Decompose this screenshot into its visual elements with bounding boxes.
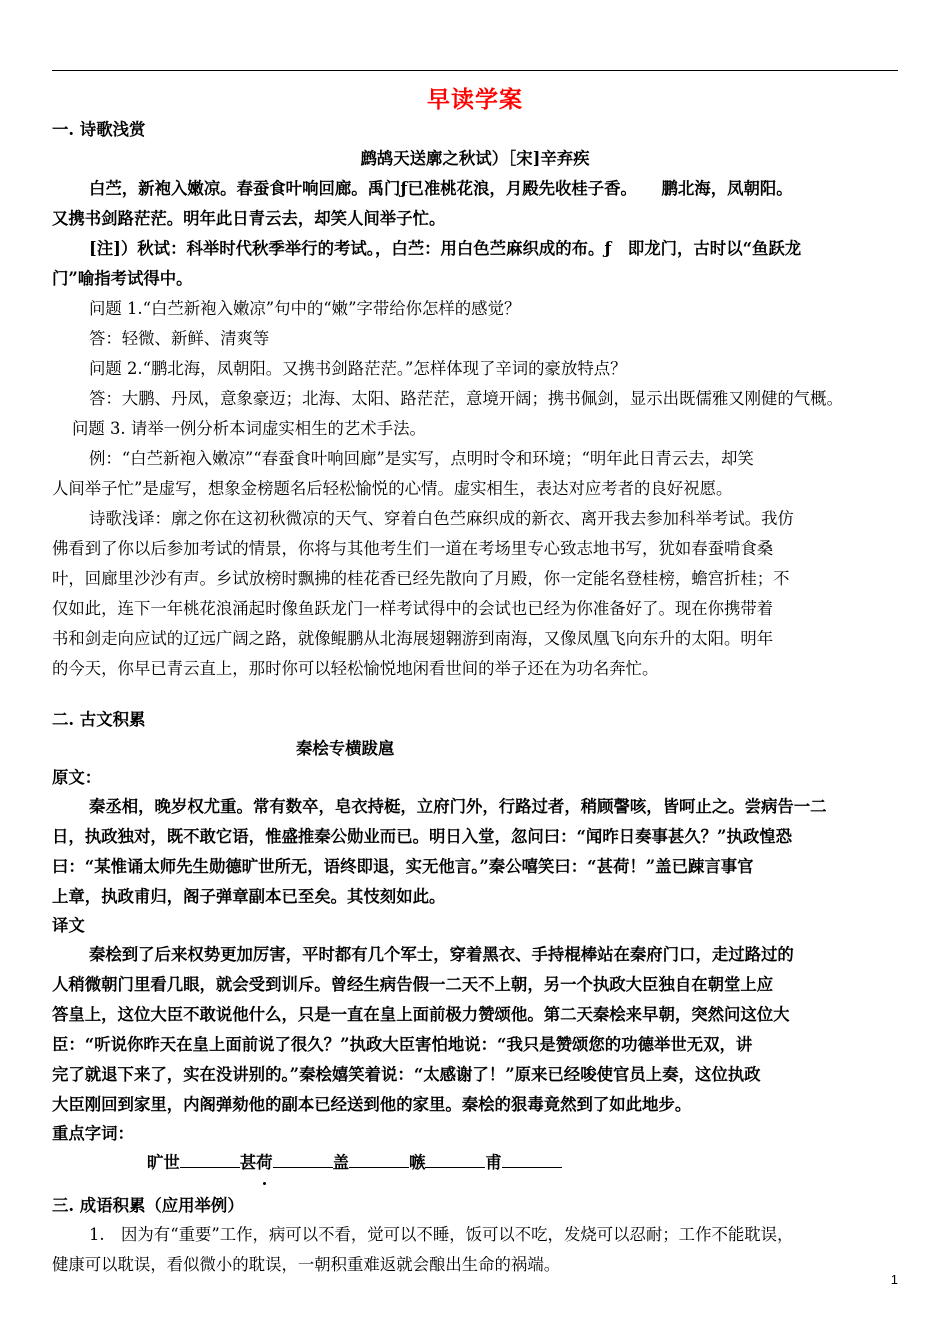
answer-2: 答：大鹏、丹凤，意象豪迈；北海、太阳、路茫茫，意境开阔；携书佩剑，显示出既儒雅又刚健的气概。 — [89, 389, 843, 408]
poem-line: 白苎，新袍入嫩凉。春蚕食叶响回廊。禹门ƒ已准桃花浪，月殿先收桂子香。 鹏北海，凤朝阳。 — [89, 179, 793, 198]
fill-blank — [180, 1151, 240, 1168]
keyword: 嗾 — [408, 1153, 426, 1172]
poem-line: 又携书剑路茫茫。明年此日青云去，却笑人间举子忙。 — [52, 209, 446, 228]
example-line: 例：“白苎新袍入嫩凉”“春蚕食叶响回廊”是实写，点明时令和环境；“明年此日青云去，却笑 — [89, 449, 754, 468]
paraphrase-line: 仅如此，连下一年桃花浪涌起时像鱼跃龙门一样考试得中的会试也已经为你准备好了。现在你携带着 — [52, 599, 774, 618]
question-3: 问题 3. 请举一例分析本词虚实相生的艺术手法。 — [72, 419, 426, 438]
page-number: 1 — [890, 1272, 898, 1287]
translation-label: 译文 — [52, 916, 85, 935]
keyword: 旷世 — [147, 1153, 180, 1172]
idiom-example-line: 1. 因为有“重要”工作，病可以不看，觉可以不睡，饭可以不吃，发烧可以忍耐；工作不能耽误， — [89, 1225, 794, 1244]
poem-title: 鹧鸪天送廓之秋试）［宋]辛弃疾 — [360, 149, 590, 168]
translation-line: 人稍微朝门里看几眼，就会受到训斥。曾经生病告假一二天不上朝，另一个执政大臣独自在朝堂上应 — [52, 975, 774, 994]
poem-note: [注]）秋试：科举时代秋季举行的考试。，白苎：用白色苎麻织成的布。ƒ 即龙门，古时以“鱼跃龙 — [89, 239, 802, 258]
keyword: 盖 — [332, 1153, 349, 1172]
paraphrase-line: 诗歌浅译：廓之你在这初秋微凉的天气、穿着白色苎麻织成的新衣、离开我去参加科举考试。我仿 — [89, 509, 794, 528]
paraphrase-line: 的今天，你早已青云直上，那时你可以轻松愉悦地闲看世间的举子还在为功名奔忙。 — [52, 659, 659, 678]
question-2: 问题 2.“鹏北海，凤朝阳。又携书剑路茫茫。”怎样体现了辛词的豪放特点？ — [89, 359, 627, 378]
answer-1: 答：轻微、新鲜、清爽等 — [89, 329, 270, 348]
translation-line: 完了就退下来了，实在没讲别的。”秦桧嬉笑着说：“太感谢了！”原来已经唆使官员上奏，这位执政 — [52, 1065, 761, 1084]
question-1: 问题 1.“白苎新袍入嫩凉”句中的“嫩”字带给你怎样的感觉？ — [89, 299, 521, 318]
paraphrase-line: 书和剑走向应试的辽远广阔之路，就像鲲鹏从北海展翅翱游到南海，又像凤凰飞向东升的太阳。明年 — [52, 629, 774, 648]
translation-line: 大臣刚回到家里，内阁弹劾他的副本已经送到他的家里。秦桧的狠毒竟然到了如此地步。 — [52, 1095, 692, 1114]
fill-blank — [273, 1151, 333, 1168]
section-1-heading: 一. 诗歌浅赏 — [52, 120, 146, 139]
top-rule — [52, 70, 898, 71]
document-body — [52, 116, 898, 1280]
original-line: 秦丞相，晚岁权尤重。常有数卒，皂衣持梃，立府门外，行路过者，稍顾謦咳，皆呵止之。尝病告一二 — [89, 797, 827, 816]
fill-blank — [425, 1151, 485, 1168]
poem-note: 门”喻指考试得中。 — [52, 269, 193, 288]
paraphrase-line: 叶，回廊里沙沙有声。乡试放榜时飘拂的桂花香已经先散向了月殿，你一定能名登桂榜，蟾宫折桂；不 — [52, 569, 790, 588]
paraphrase-line: 佛看到了你以后参加考试的情景，你将与其他考生们一道在考场里专心致志地书写，犹如春蚕啃食桑 — [52, 539, 774, 558]
section-2-heading: 二. 古文积累 — [52, 710, 146, 729]
translation-line: 臣：“听说你昨天在皇上面前说了很久？”执政大臣害怕地说：“我只是赞颂您的功德举世无双，讲 — [52, 1035, 753, 1054]
example-line: 人间举子忙”是虚写，想象金榜题名后轻松愉悦的心情。虚实相生，表达对应考者的良好祝愿。 — [52, 479, 733, 498]
original-line: 曰：“某惟诵太师先生勋德旷世所无，语终即退，实无他言。”秦公嘻笑曰：“甚荷！”盖已踈言事官 — [52, 857, 754, 876]
original-line: 上章，执政甫归，阁子弹章副本已至矣。其忮刻如此。 — [52, 887, 446, 906]
page-title: 早读学案 — [427, 86, 523, 113]
idiom-example-line: 健康可以耽误，看似微小的耽误，一朝积重难返就会酿出生命的祸端。 — [52, 1255, 561, 1274]
keywords-row — [52, 1148, 898, 1178]
keyword: 甚荷 — [240, 1148, 273, 1178]
translation-line: 答皇上，这位大臣不敢说他什么，只是一直在皇上面前极力赞颂他。第二天秦桧来早朝，突然问这位大 — [52, 1005, 790, 1024]
fill-blank — [349, 1151, 409, 1168]
original-line: 日，执政独对，既不敢它语，惟盛推秦公勋业而已。明日入堂，忽问曰：“闻昨日奏事甚久？”执政惶恐 — [52, 827, 793, 846]
translation-line: 秦桧到了后来权势更加厉害，平时都有几个军士，穿着黑衣、手持棍棒站在秦府门口，走过路过的 — [89, 945, 794, 964]
original-label: 原文： — [52, 768, 102, 787]
keyword: 甫 — [485, 1153, 502, 1172]
section-3-heading: 三. 成语积累（应用举例） — [52, 1196, 244, 1215]
essay-title: 秦桧专横跋扈 — [296, 739, 395, 758]
fill-blank — [502, 1151, 562, 1168]
keywords-label: 重点字词： — [52, 1124, 134, 1143]
